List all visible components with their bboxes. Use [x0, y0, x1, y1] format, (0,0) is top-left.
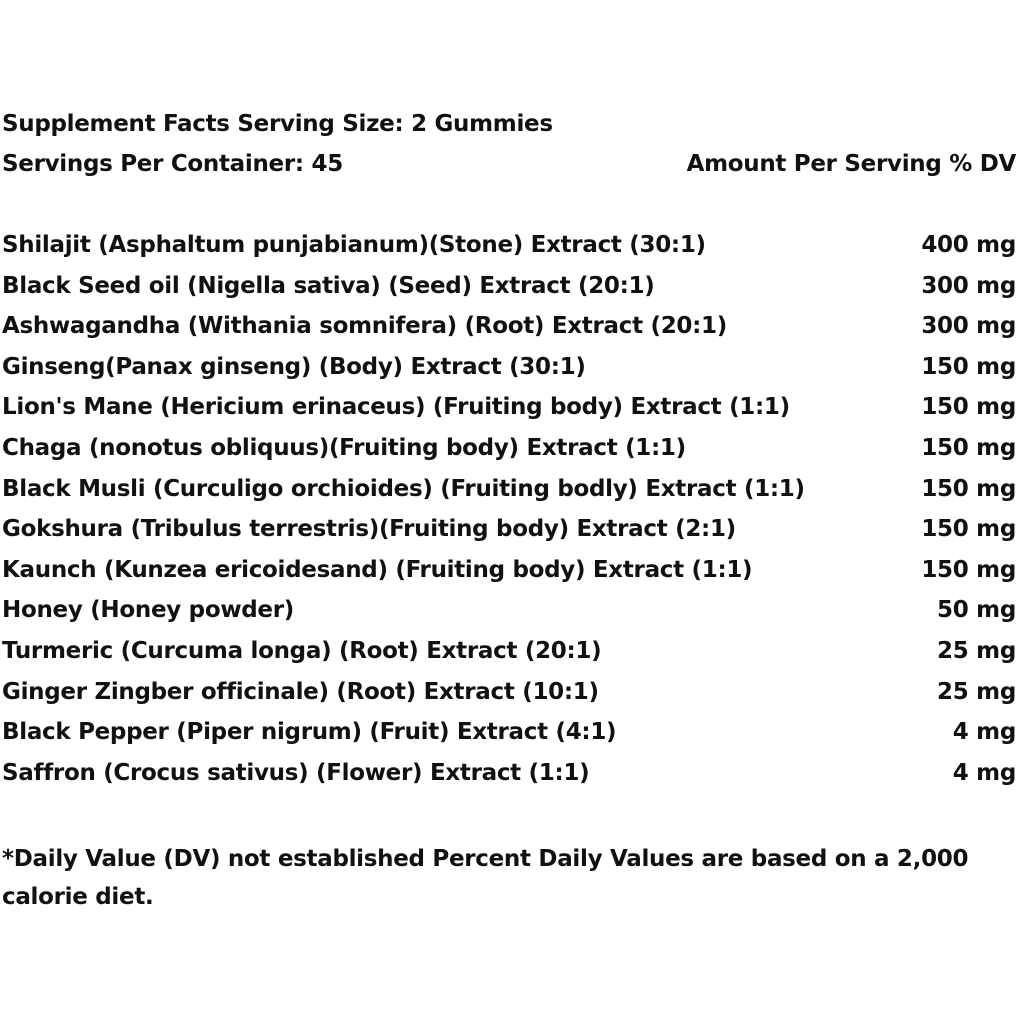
ingredient-name: Ashwagandha (Withania somnifera) (Root) Extract (20:1) [2, 313, 727, 340]
ingredient-amount: 400 mg [921, 232, 1016, 258]
ingredient-row [2, 595, 1016, 636]
ingredient-amount: 150 mg [921, 434, 1016, 461]
ingredient-name: Lion's Mane (Hericium erinaceus) (Fruiting body) Extract (1:1) [2, 394, 790, 421]
servings-per-container: Servings Per Container: 45 [2, 151, 343, 177]
ingredient-name: Ginger Zingber officinale) (Root) Extract (10:1) [2, 678, 599, 705]
ingredient-amount: 25 mg [937, 678, 1016, 705]
ingredient-row [2, 230, 1016, 271]
ingredient-row [2, 352, 1016, 393]
daily-value-footnote: *Daily Value (DV) not established Percent Daily Values are based on a 2,000 calorie diet. [2, 846, 969, 910]
ingredient-name: Black Seed oil (Nigella sativa) (Seed) Extract (20:1) [2, 272, 655, 299]
ingredient-row [2, 555, 1016, 596]
ingredient-amount: 150 mg [921, 556, 1016, 583]
ingredient-row [2, 514, 1016, 555]
ingredient-name: Turmeric (Curcuma longa) (Root) Extract (20:1) [2, 637, 602, 664]
amount-per-serving-header: Amount Per Serving % DV [686, 151, 1016, 177]
supplement-facts-heading: Supplement Facts Serving Size: 2 Gummies [2, 111, 553, 137]
ingredient-row [2, 758, 1016, 799]
ingredient-amount: 4 mg [952, 719, 1016, 746]
ingredient-row [2, 717, 1016, 758]
ingredient-name: Gokshura (Tribulus terrestris)(Fruiting body) Extract (2:1) [2, 516, 736, 543]
ingredient-amount: 150 mg [921, 516, 1016, 543]
ingredient-name: Shilajit (Asphaltum punjabianum)(Stone) Extract (30:1) [2, 232, 706, 258]
ingredient-name: Black Pepper (Piper nigrum) (Fruit) Extract (4:1) [2, 719, 617, 746]
ingredient-row [2, 474, 1016, 515]
ingredient-row [2, 433, 1016, 474]
ingredient-list [2, 230, 1016, 798]
ingredient-amount: 300 mg [921, 313, 1016, 340]
ingredient-name: Chaga (nonotus obliquus)(Fruiting body) Extract (1:1) [2, 434, 686, 461]
ingredient-name: Saffron (Crocus sativus) (Flower) Extract (1:1) [2, 759, 590, 786]
ingredient-row [2, 271, 1016, 312]
ingredient-amount: 150 mg [921, 394, 1016, 421]
ingredient-name: Kaunch (Kunzea ericoidesand) (Fruiting body) Extract (1:1) [2, 556, 753, 583]
ingredient-row [2, 392, 1016, 433]
ingredient-row [2, 677, 1016, 718]
ingredient-amount: 25 mg [937, 637, 1016, 664]
ingredient-row [2, 636, 1016, 677]
ingredient-amount: 50 mg [937, 597, 1016, 624]
ingredient-amount: 300 mg [921, 272, 1016, 299]
ingredient-name: Black Musli (Curculigo orchioides) (Fruiting bodly) Extract (1:1) [2, 475, 805, 502]
ingredient-row [2, 311, 1016, 352]
ingredient-amount: 150 mg [921, 475, 1016, 502]
ingredient-amount: 4 mg [952, 759, 1016, 786]
ingredient-name: Ginseng(Panax ginseng) (Body) Extract (30:1) [2, 353, 586, 380]
ingredient-amount: 150 mg [921, 353, 1016, 380]
ingredient-name: Honey (Honey powder) [2, 597, 294, 624]
